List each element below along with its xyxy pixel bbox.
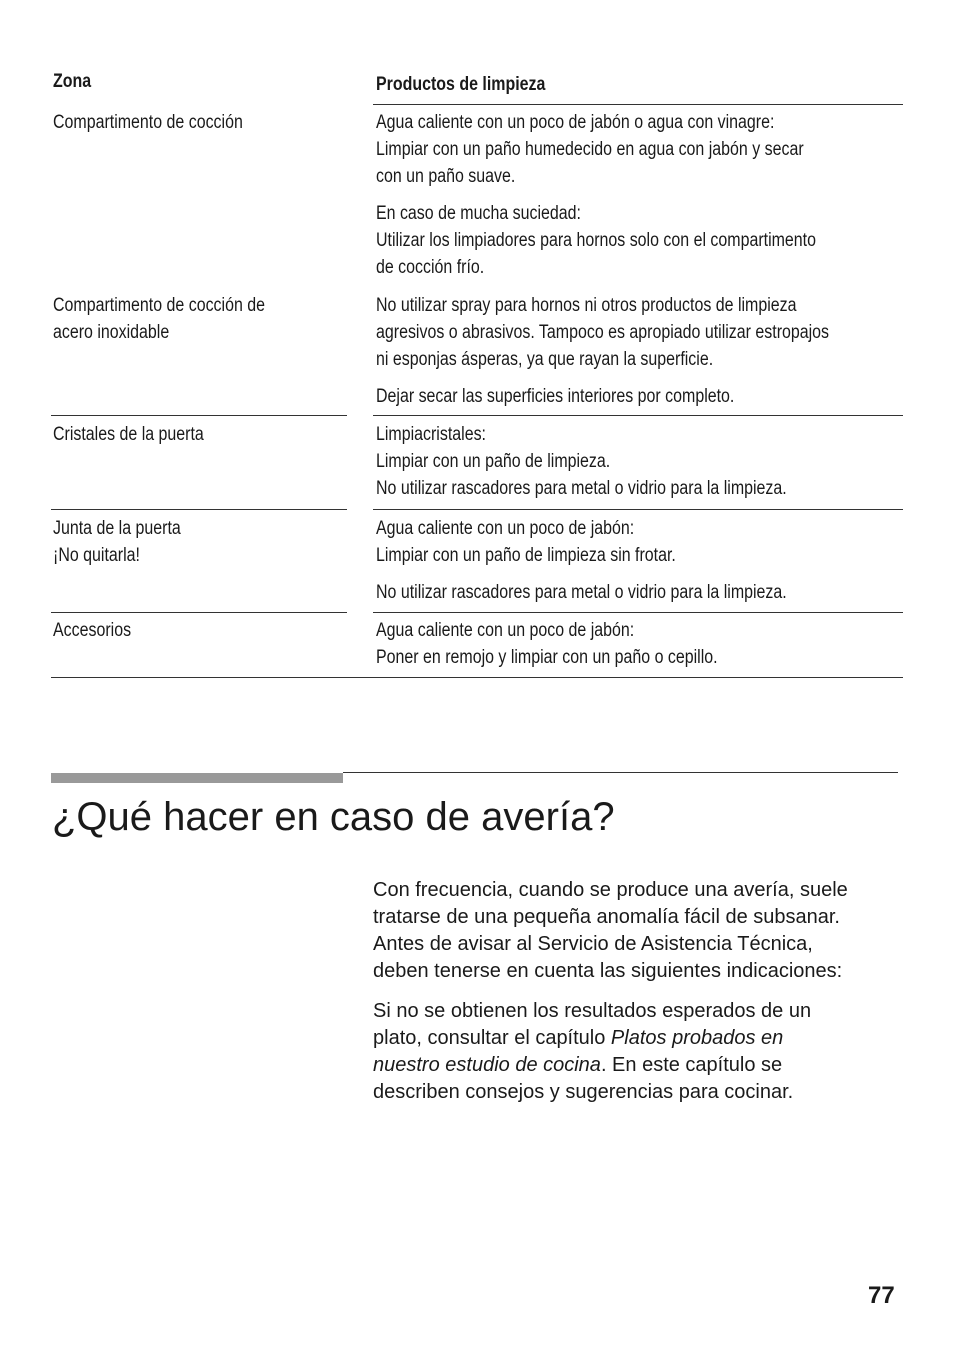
reference-paragraph (373, 998, 913, 1106)
paragraph-line: describen consejos y sugerencias para cocinar. (373, 1081, 794, 1103)
paragraph-line: deben tenerse en cuenta las siguientes indicaciones: (373, 960, 843, 982)
productos-line: ni esponjas ásperas, ya que rayan la superficie. (376, 349, 714, 370)
productos-line: Agua caliente con un poco de jabón: (376, 620, 635, 641)
zona-cell: Compartimento de cocción (53, 112, 243, 133)
productos-line: Agua caliente con un poco de jabón o agua con vinagre: (376, 112, 775, 133)
intro-paragraph (373, 877, 913, 985)
page-number: 77 (868, 1282, 895, 1309)
paragraph-line (373, 1052, 913, 1079)
paragraph-line: Si no se obtienen los resultados esperados de un (373, 1000, 812, 1022)
productos-line: No utilizar rascadores para metal o vidrio para la limpieza. (376, 582, 787, 603)
paragraph-line: Con frecuencia, cuando se produce una avería, suele (373, 879, 848, 901)
productos-line: No utilizar spray para hornos ni otros productos de limpieza (376, 295, 797, 316)
paragraph-line: Antes de avisar al Servicio de Asistencia Técnica, (373, 933, 813, 955)
chapter-reference: Platos probados en (610, 1027, 784, 1049)
paragraph-text: . En este capítulo se (600, 1054, 783, 1076)
productos-line: con un paño suave. (376, 166, 516, 187)
productos-line: Limpiar con un paño de limpieza. (376, 451, 611, 472)
zona-cell: Cristales de la puerta (53, 424, 204, 445)
section-title: ¿Qué hacer en caso de avería? (52, 795, 615, 839)
row-rule-productos (373, 612, 903, 613)
section-heading-rule (343, 772, 898, 773)
row-rule-zona (51, 415, 347, 416)
productos-line: agresivos o abrasivos. Tampoco es apropiado utilizar estropajos (376, 322, 830, 343)
productos-line: Limpiacristales: (376, 424, 486, 445)
productos-line: Poner en remojo y limpiar con un paño o cepillo. (376, 647, 718, 668)
header-rule (373, 104, 903, 105)
row-rule-zona (51, 612, 347, 613)
zona-cell: Compartimento de cocción de (53, 295, 266, 316)
productos-line: En caso de mucha suciedad: (376, 203, 581, 224)
paragraph-text: plato, consultar el capítulo (373, 1027, 611, 1049)
productos-line: Utilizar los limpiadores para hornos solo con el compartimento (376, 230, 816, 251)
zona-cell: Junta de la puerta (53, 518, 181, 539)
chapter-reference: nuestro estudio de cocina (373, 1054, 601, 1076)
productos-line: Dejar secar las superficies interiores por completo. (376, 386, 735, 407)
row-rule-productos (373, 509, 903, 510)
productos-line: Limpiar con un paño humedecido en agua con jabón y secar (376, 139, 804, 160)
zona-cell: Accesorios (53, 620, 132, 641)
column-header-zona: Zona (53, 71, 92, 92)
section-heading-bar (51, 773, 343, 783)
row-rule-zona (51, 509, 347, 510)
productos-line: No utilizar rascadores para metal o vidrio para la limpieza. (376, 478, 787, 499)
table-bottom-rule (51, 677, 903, 678)
productos-line: Agua caliente con un poco de jabón: (376, 518, 635, 539)
column-header-productos: Productos de limpieza (376, 74, 546, 95)
paragraph-line: tratarse de una pequeña anomalía fácil de subsanar. (373, 906, 840, 928)
productos-line: Limpiar con un paño de limpieza sin frotar. (376, 545, 676, 566)
zona-cell: acero inoxidable (53, 322, 170, 343)
paragraph-line (373, 1025, 913, 1052)
productos-line: de cocción frío. (376, 257, 485, 278)
row-rule-productos (373, 415, 903, 416)
zona-cell: ¡No quitarla! (53, 545, 140, 566)
